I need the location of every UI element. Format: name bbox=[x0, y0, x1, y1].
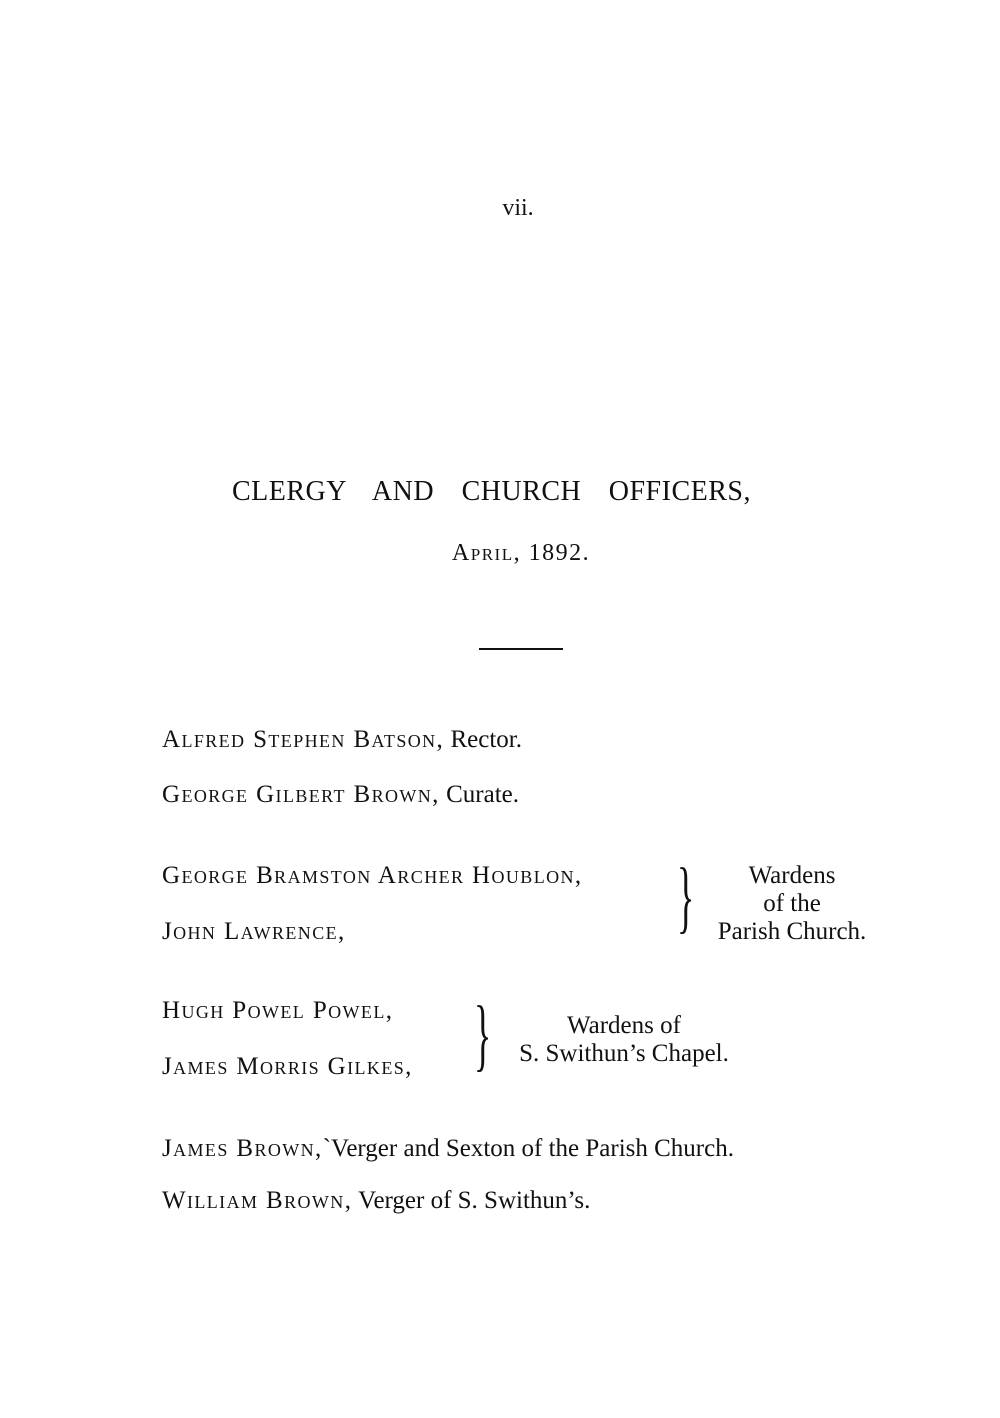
clergy-entry-rector bbox=[162, 726, 522, 754]
officer-name: Alfred Stephen Batson, bbox=[162, 726, 445, 753]
note-line: S. Swithun’s Chapel. bbox=[519, 1040, 729, 1067]
page-date: April, 1892. bbox=[451, 540, 591, 566]
verger-entry-chapel bbox=[162, 1187, 590, 1215]
brace-icon: } bbox=[677, 853, 695, 941]
parish-warden-name-1: George Bramston Archer Houblon, bbox=[162, 862, 583, 889]
parish-wardens-note bbox=[697, 862, 887, 946]
officer-role: `Verger and Sexton of the Parish Church. bbox=[322, 1135, 734, 1162]
note-line: Parish Church. bbox=[717, 918, 867, 945]
chapel-warden-name-1: Hugh Powel Powel, bbox=[162, 997, 394, 1024]
officer-name: George Gilbert Brown, bbox=[162, 781, 440, 808]
divider-rule bbox=[479, 648, 563, 650]
officer-name: William Brown, bbox=[162, 1187, 353, 1214]
note-line: Wardens bbox=[748, 862, 836, 889]
officer-role: Rector. bbox=[444, 726, 522, 753]
chapel-warden-name-2: James Morris Gilkes, bbox=[162, 1053, 413, 1080]
officer-role: Verger of S. Swithun’s. bbox=[352, 1187, 591, 1214]
chapel-wardens-note bbox=[494, 1012, 754, 1068]
officer-name: James Brown, bbox=[162, 1135, 323, 1162]
clergy-entry-curate bbox=[162, 781, 519, 809]
parish-warden-name-2: John Lawrence, bbox=[162, 918, 346, 945]
verger-entry-parish bbox=[162, 1135, 734, 1163]
page-title: CLERGY AND CHURCH OFFICERS, bbox=[232, 476, 751, 507]
officer-role: Curate. bbox=[439, 781, 519, 808]
note-line: of the bbox=[763, 890, 821, 917]
note-line: Wardens of bbox=[567, 1012, 681, 1039]
page-number: vii. bbox=[502, 195, 534, 221]
brace-icon: } bbox=[474, 991, 492, 1079]
